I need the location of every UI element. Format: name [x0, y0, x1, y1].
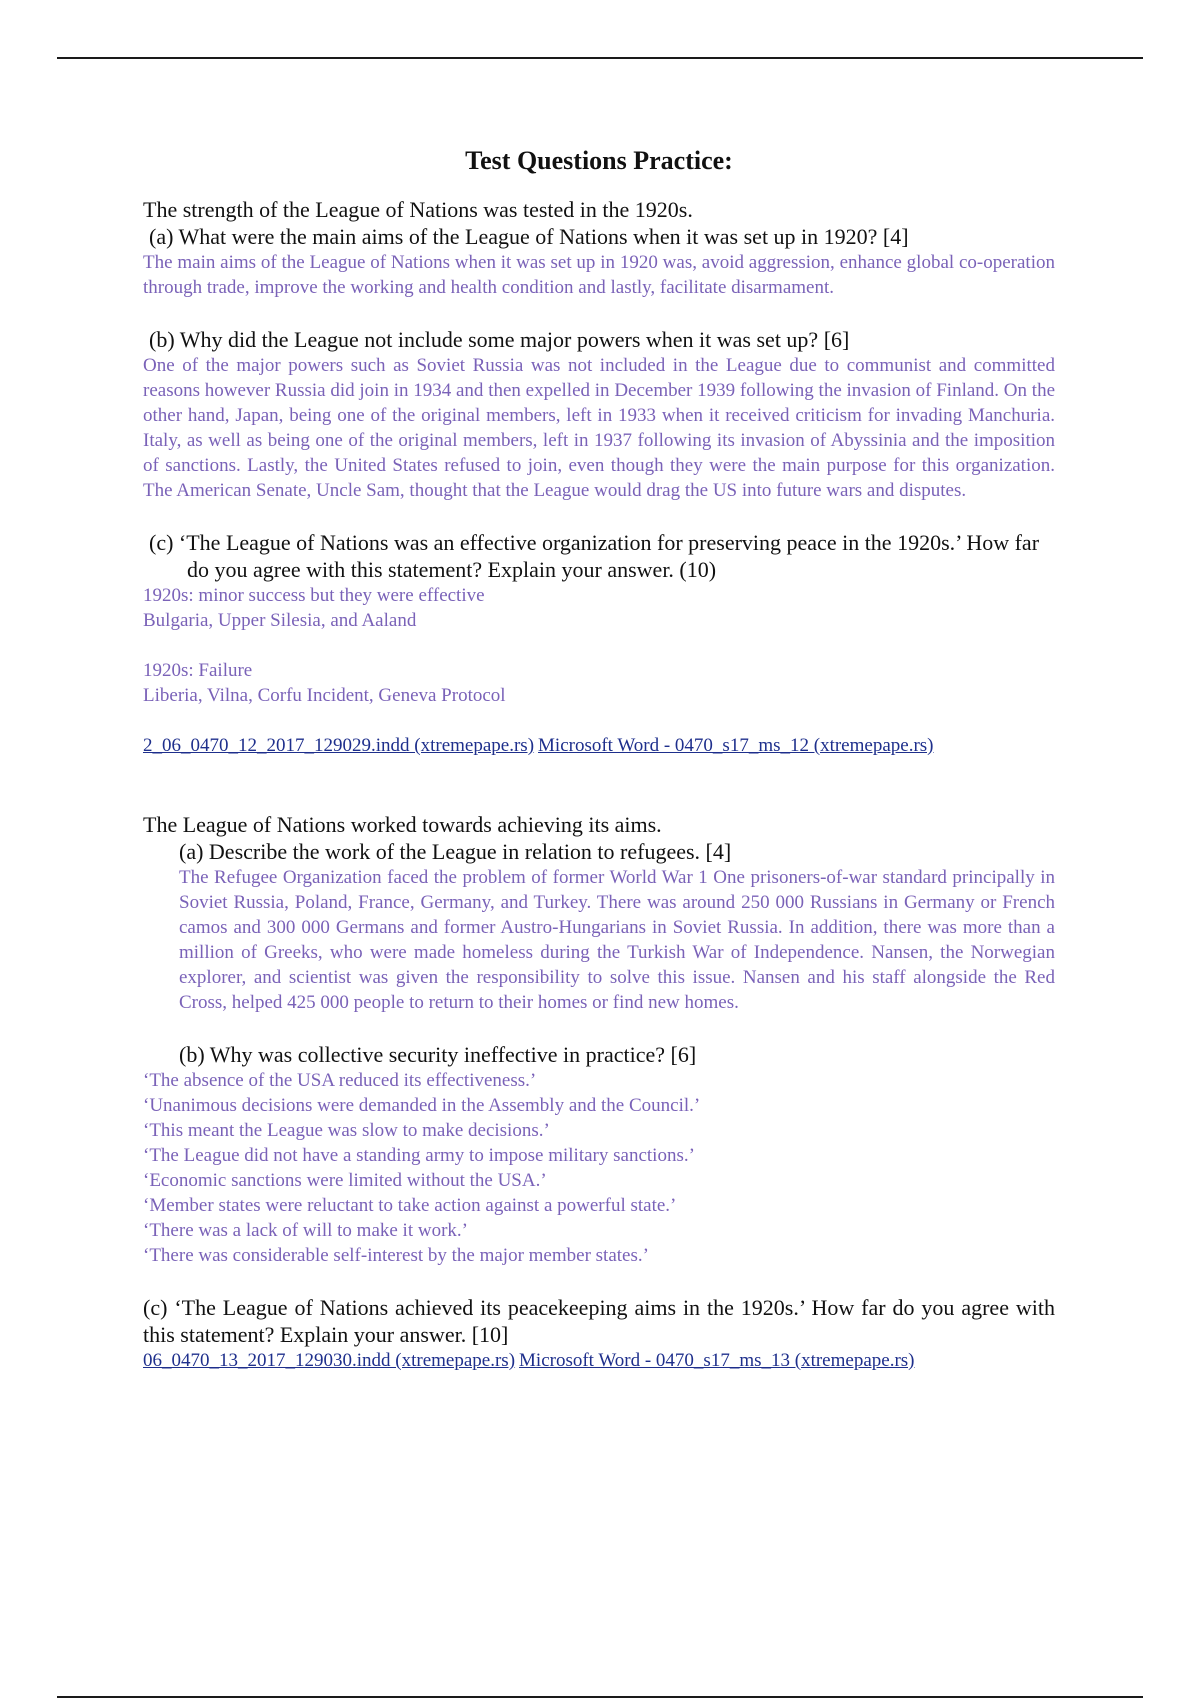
- section-1-intro: The strength of the League of Nations was tested in the 1920s.: [143, 197, 693, 222]
- section-1: [143, 196, 1055, 759]
- list-item: ‘The absence of the USA reduced its effectiveness.’: [143, 1070, 537, 1091]
- list-item: ‘There was a lack of will to make it work.’: [143, 1220, 468, 1241]
- section-2-intro: The League of Nations worked towards achieving its aims.: [143, 812, 662, 837]
- section-2-link-mark-scheme[interactable]: Microsoft Word - 0470_s17_ms_13 (xtremepape.rs): [519, 1350, 915, 1371]
- page-title: Test Questions Practice:: [465, 146, 733, 175]
- success-heading: 1920s: minor success but they were effective: [143, 585, 485, 606]
- section-2-question-a: (a) Describe the work of the League in relation to refugees. [4]: [179, 839, 732, 864]
- section-2: [143, 811, 1055, 1374]
- section-1-question-a: (a) What were the main aims of the League of Nations when it was set up in 1920? [4]: [149, 224, 909, 249]
- section-2-link-indd[interactable]: 06_0470_13_2017_129030.indd (xtremepape.rs): [143, 1350, 516, 1371]
- section-1-question-b: (b) Why did the League not include some major powers when it was set up? [6]: [149, 327, 850, 352]
- section-1-link-mark-scheme[interactable]: Microsoft Word - 0470_s17_ms_12 (xtremepape.rs): [538, 735, 934, 756]
- section-2-question-b: (b) Why was collective security ineffective in practice? [6]: [179, 1042, 697, 1067]
- section-1-answer-a: The main aims of the League of Nations when it was set up in 1920 was, avoid aggression, enhance global co-operation through trade, improve the working and health condition and lastly, facilitate disarmament.: [143, 252, 1055, 298]
- list-item: ‘The League did not have a standing army to impose military sanctions.’: [143, 1145, 695, 1166]
- section-2-question-c: (c) ‘The League of Nations achieved its peacekeeping aims in the 1920s.’ How far do you agree with this statement? Explain your answer. [10]: [143, 1295, 1055, 1347]
- failure-heading: 1920s: Failure: [143, 660, 253, 681]
- list-item: ‘Member states were reluctant to take action against a powerful state.’: [143, 1195, 677, 1216]
- collective-security-points: [143, 1068, 1055, 1268]
- section-1-answer-b: One of the major powers such as Soviet Russia was not included in the League due to communist and committed reasons however Russia did join in 1934 and then expelled in December 1939 following the invasion of Finland. On the other hand, Japan, being one of the original members, left in 1933 when it received criticism for invading Manchuria. Italy, as well as being one of the original members, left in 1937 following its invasion of Abyssinia and the imposition of sanctions. Lastly, the United States refused to join, even though they were the main purpose for this organization. The American Senate, Uncle Sam, thought that the League would drag the US into future wars and disputes.: [143, 355, 1055, 501]
- success-list: Bulgaria, Upper Silesia, and Aaland: [143, 610, 417, 631]
- section-1-question-c: (c) ‘The League of Nations was an effective organization for preserving peace in the 1920s.’ How far do you agree with this statement? Explain your answer. (10): [149, 530, 1040, 582]
- list-item: ‘This meant the League was slow to make decisions.’: [143, 1120, 550, 1141]
- list-item: ‘Unanimous decisions were demanded in the Assembly and the Council.’: [143, 1095, 701, 1116]
- header-rule: [57, 57, 1143, 59]
- list-item: ‘Economic sanctions were limited without the USA.’: [143, 1170, 547, 1191]
- list-item: ‘There was considerable self-interest by the major member states.’: [143, 1245, 649, 1266]
- section-1-link-indd[interactable]: 2_06_0470_12_2017_129029.indd (xtremepape.rs): [143, 735, 535, 756]
- section-2-answer-a: The Refugee Organization faced the problem of former World War 1 One prisoners-of-war standard principally in Soviet Russia, Poland, France, Germany, and Turkey. There was around 250 000 Russians in Germany or French camos and 300 000 Germans and former Austro-Hungarians in Soviet Russia. In addition, there was more than a million of Greeks, who were made homeless during the Turkish War of Independence. Nansen, the Norwegian explorer, and scientist was given the responsibility to solve this issue. Nansen and his staff alongside the Red Cross, helped 425 000 people to return to their homes or find new homes.: [179, 867, 1055, 1013]
- document-body: [143, 138, 1055, 1374]
- footer-rule: [57, 1696, 1143, 1698]
- failure-list: Liberia, Vilna, Corfu Incident, Geneva Protocol: [143, 685, 506, 706]
